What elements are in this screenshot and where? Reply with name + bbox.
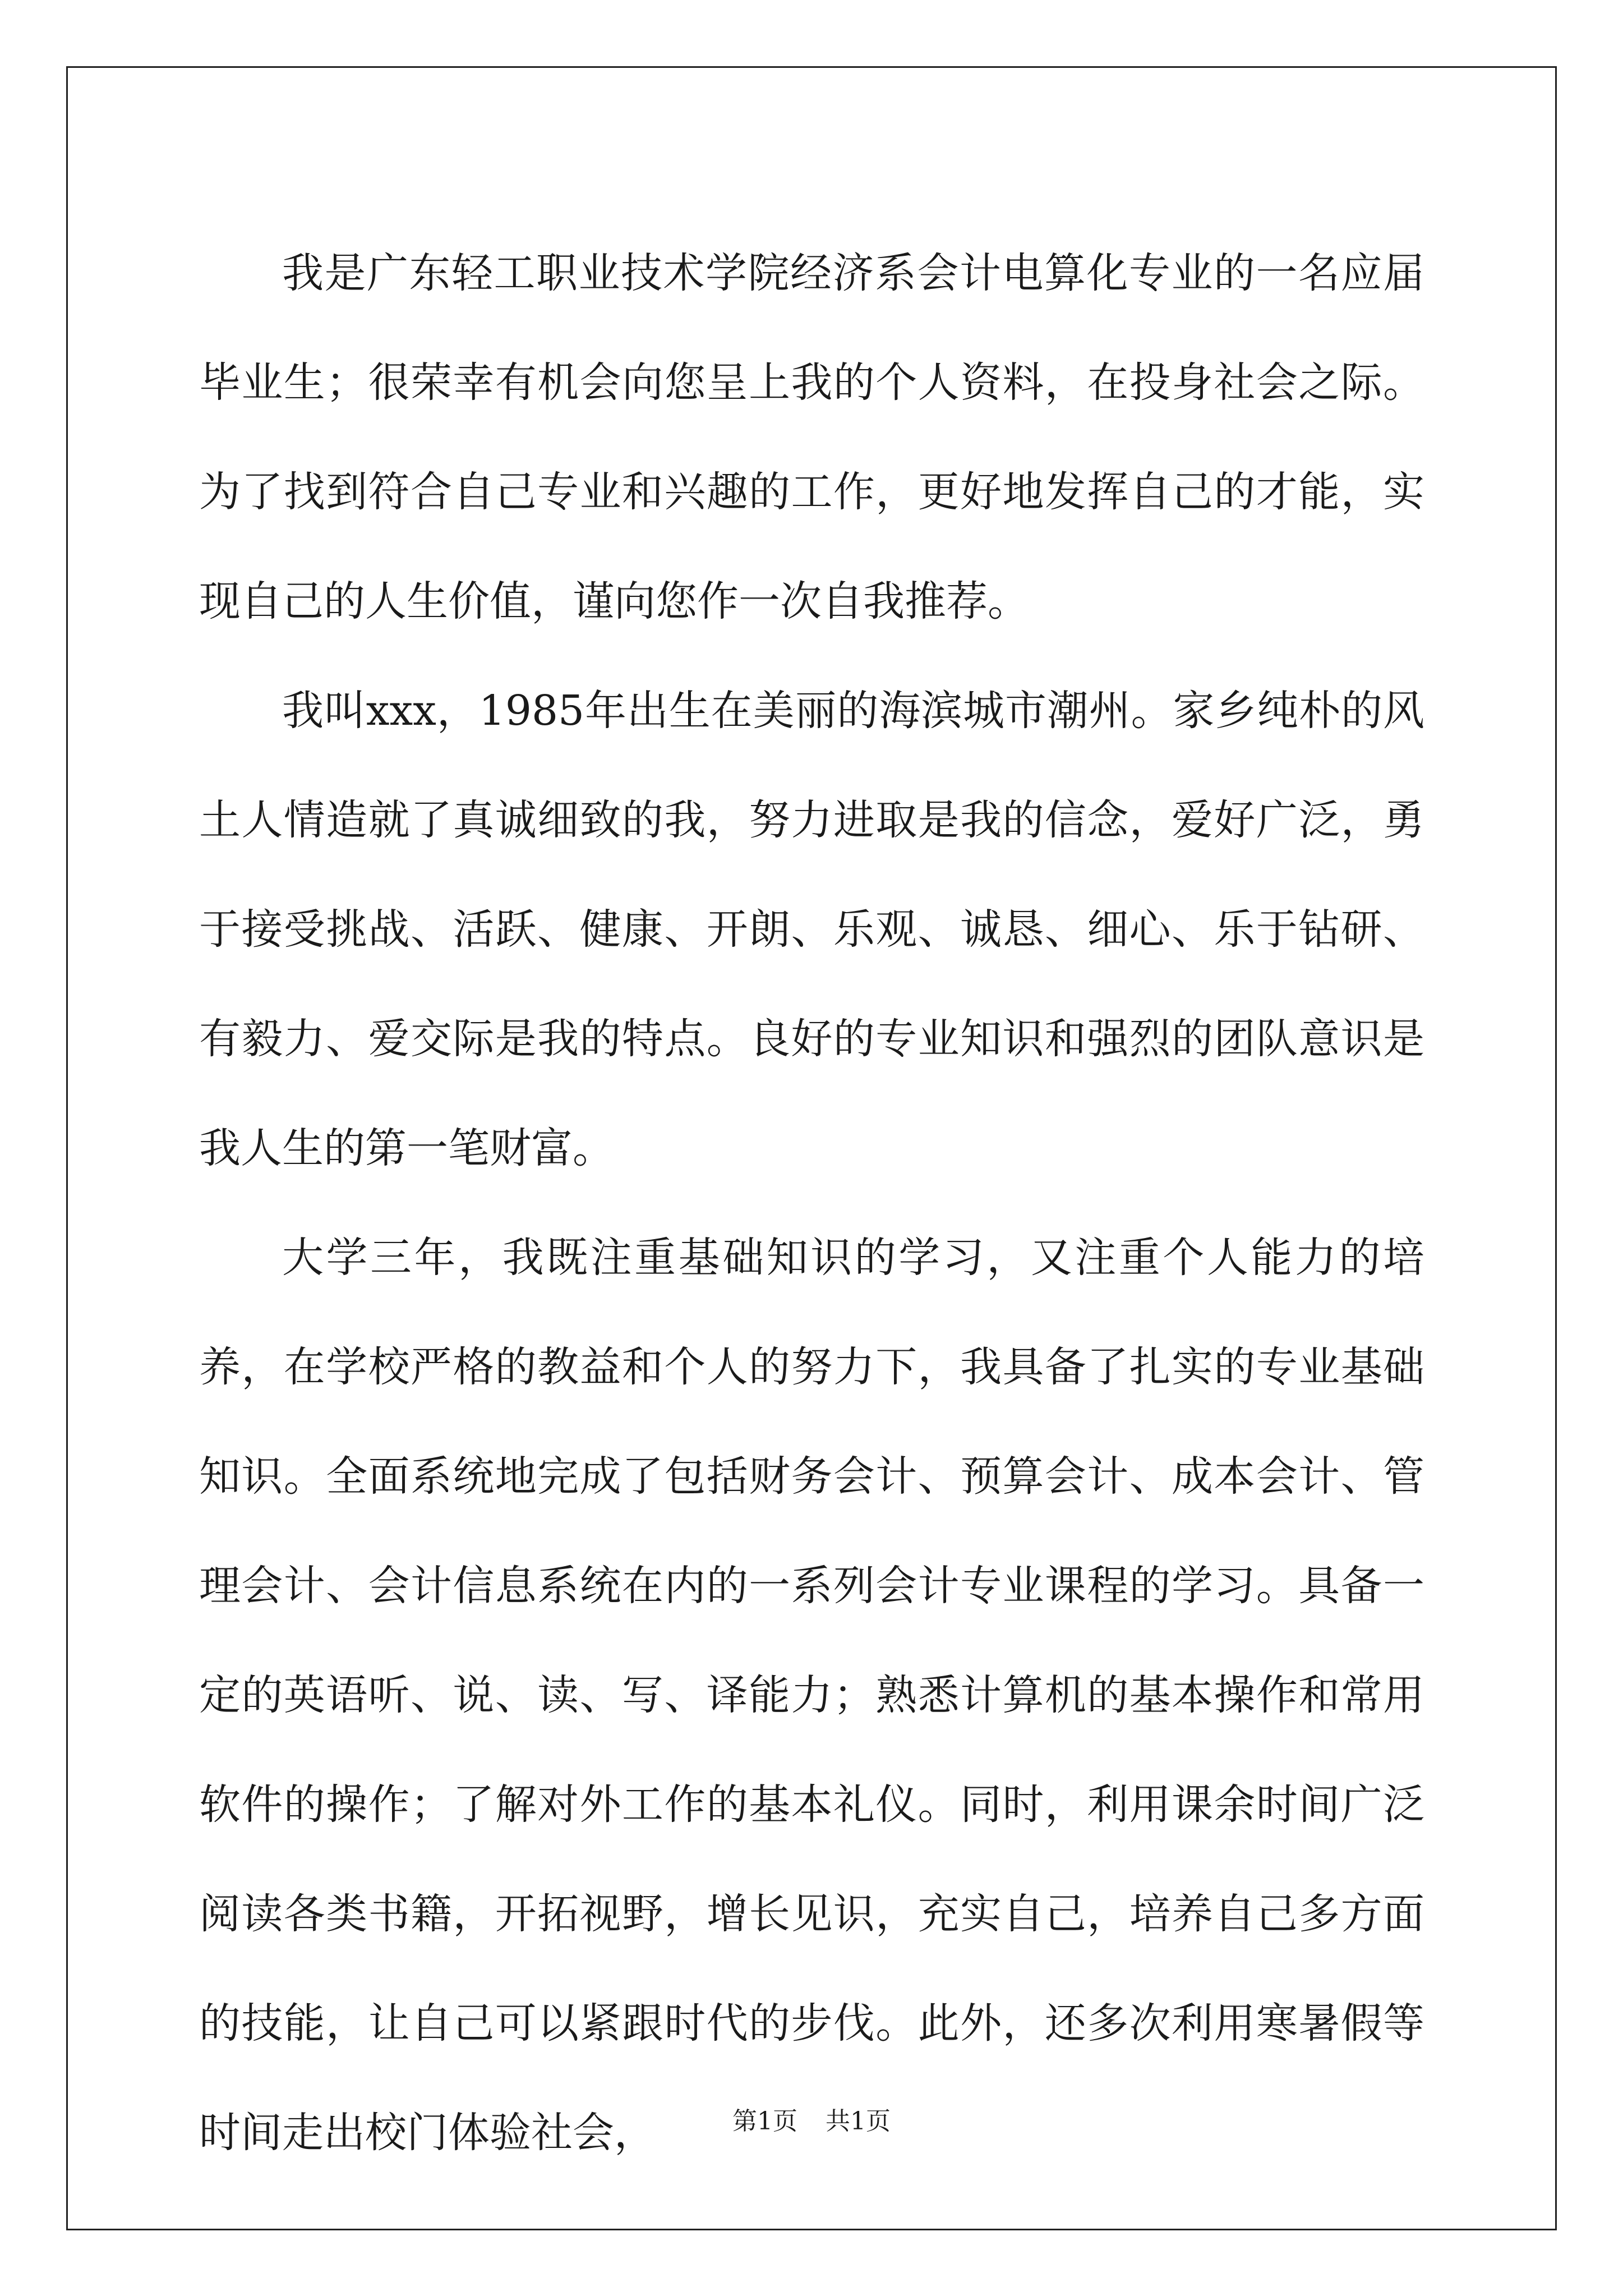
paragraph-intro: 我是广东轻工职业技术学院经济系会计电算化专业的一名应届毕业生；很荣幸有机会向您呈上我的个人资料，在投身社会之际。为了找到符合自己专业和兴趣的工作，更好地发挥自己的才能，实现自己的人生价值，谨向您作一次自我推荐。 xyxy=(199,249,1424,625)
page-number-total: 共1页 xyxy=(826,2107,891,2136)
page-footer xyxy=(0,2101,1623,2137)
paragraph-background: 我叫xxx，1985年出生在美丽的海滨城市潮州。家乡纯朴的风土人情造就了真诚细致的我，努力进取是我的信念，爱好广泛，勇于接受挑战、活跃、健康、开朗、乐观、诚恳、细心、乐于钻研、有毅力、爱交际是我的特点。良好的专业知识和强烈的团队意识是我人生的第一笔财富。 xyxy=(199,687,1424,1172)
paragraph-education: 大学三年，我既注重基础知识的学习，又注重个人能力的培养，在学校严格的教益和个人的努力下，我具备了扎实的专业基础知识。全面系统地完成了包括财务会计、预算会计、成本会计、管理会计、会计信息系统在内的一系列会计专业课程的学习。具备一定的英语听、说、读、写、译能力；熟悉计算机的基本操作和常用软件的操作；了解对外工作的基本礼仪。同时，利用课余时间广泛阅读各类书籍，开拓视野，增长见识，充实自己，培养自己多方面的技能，让自己可以紧跟时代的步伐。此外，还多次利用寒暑假等时间走出校门体验社会， xyxy=(199,1234,1424,2157)
page-number-current: 第1页 xyxy=(732,2107,797,2136)
document-body xyxy=(199,219,1424,2188)
